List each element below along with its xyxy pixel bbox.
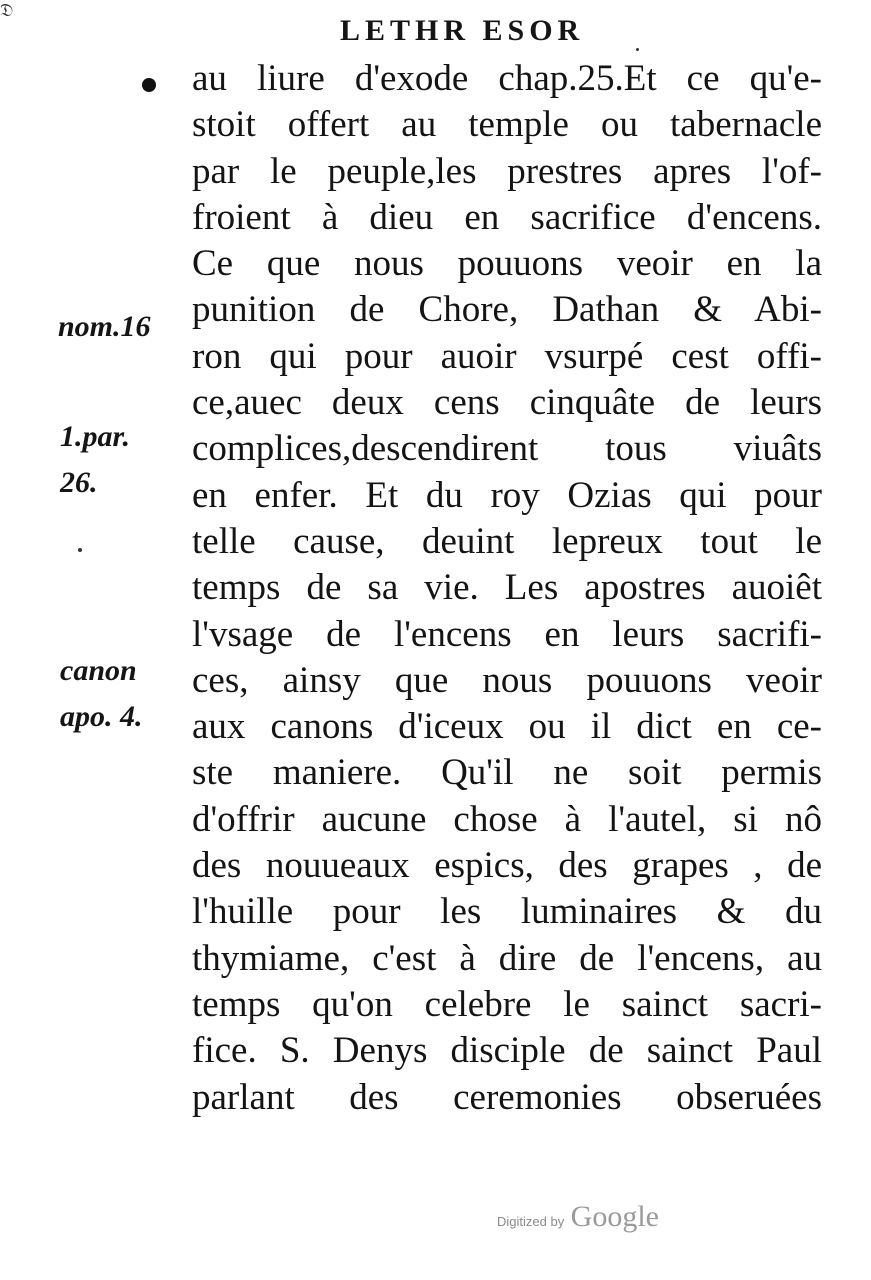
body-text	[192, 56, 822, 1121]
running-head: LETHR ESOR	[340, 14, 585, 47]
text-line: en enfer. Et du roy Ozias qui pour	[192, 474, 822, 516]
text-line: ces, ainsy que nous pouuons veoir	[192, 659, 822, 701]
text-line: l'vsage de l'encens en leurs sacrifi-	[192, 613, 822, 655]
ink-speck	[78, 548, 82, 552]
text-line: Ce que nous pouuons veoir en la	[192, 243, 822, 285]
margin-note: nom.16	[58, 310, 151, 343]
text-line: telle cause, deuint lepreux tout le	[192, 520, 822, 562]
digitized-watermark	[497, 1200, 659, 1234]
text-line: aux canons d'iceux ou il dict en ce-	[192, 706, 822, 748]
margin-bullet-mark	[142, 78, 156, 92]
text-line: ce,auec deux cens cinquâte de leurs	[192, 382, 822, 424]
text-line: l'huille pour les luminaires & du	[192, 891, 822, 933]
ink-speck	[636, 48, 639, 51]
text-line: complices,descendirent tous viuâts	[192, 428, 822, 470]
text-line: punition de Chore, Dathan & Abi-	[192, 289, 822, 331]
text-line: ron qui pour auoir vsurpé cest offi-	[192, 335, 822, 377]
text-line: fice. S. Denys disciple de sainct Paul	[192, 1030, 822, 1072]
margin-note: 26.	[60, 466, 98, 499]
text-line: par le peuple,les prestres apres l'of-	[192, 150, 822, 192]
margin-note: 1.par.	[60, 420, 131, 453]
text-line: au liure d'exode chap.25.Et ce qu'e-	[192, 58, 822, 99]
text-line: froient à dieu en sacrifice d'encens.	[192, 196, 822, 238]
text-line: temps de sa vie. Les apostres auoiêt	[192, 567, 822, 609]
text-line: thymiame, c'est à dire de l'encens, au	[192, 937, 822, 979]
text-line: d'offrir aucune chose à l'autel, si nô	[192, 798, 822, 840]
text-line: parlant des ceremonies obseruées	[192, 1076, 822, 1118]
text-line: ste maniere. Qu'il ne soit permis	[192, 752, 822, 794]
margin-note: apo. 4.	[60, 700, 143, 733]
corner-mark: 𝔇	[0, 0, 14, 20]
watermark-prefix: Digitized by	[497, 1214, 565, 1229]
google-logo: Google	[570, 1200, 659, 1233]
margin-note: canon	[60, 654, 137, 687]
text-line: des nouueaux espics, des grapes , de	[192, 845, 822, 887]
text-line: stoit offert au temple ou tabernacle	[192, 104, 822, 146]
text-line: temps qu'on celebre le sainct sacri-	[192, 983, 822, 1025]
